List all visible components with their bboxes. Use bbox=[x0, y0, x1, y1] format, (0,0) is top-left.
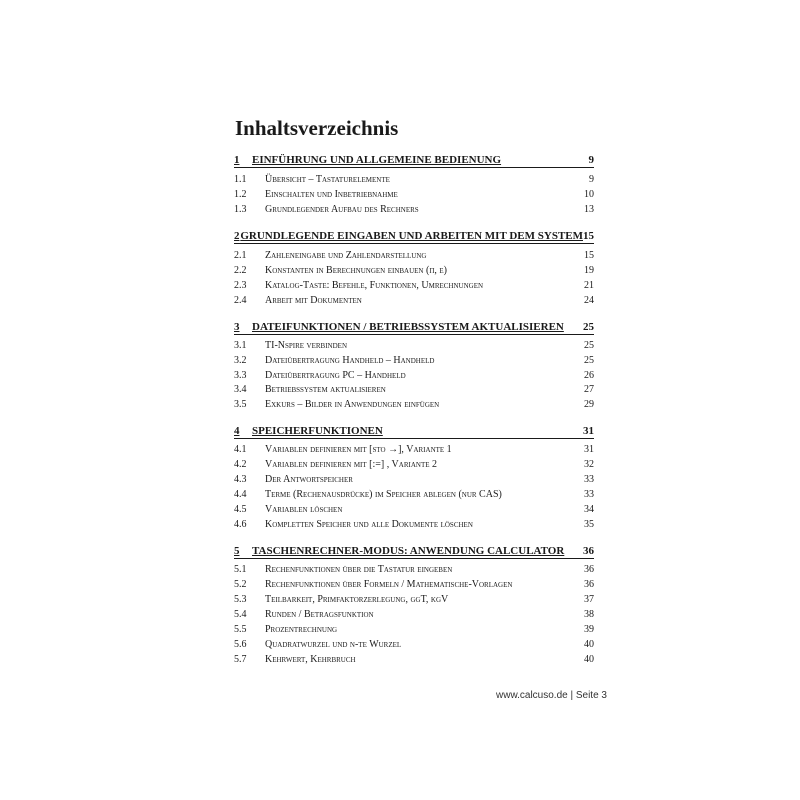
entry-number: 4.2 bbox=[234, 459, 247, 470]
entry-page: 29 bbox=[584, 399, 594, 410]
entry-title: Rechenfunktionen über die Tastatur eingeben bbox=[265, 564, 453, 575]
page-title: Inhaltsverzeichnis bbox=[235, 116, 399, 140]
entry-page: 27 bbox=[584, 384, 594, 395]
entry-title: Runden / Betragsfunktion bbox=[265, 609, 374, 620]
toc-entry-5-3[interactable] bbox=[234, 594, 594, 605]
entry-page: 13 bbox=[584, 204, 594, 215]
entry-title: Übersicht – Tastaturelemente bbox=[265, 174, 390, 185]
entry-number: 1.3 bbox=[234, 204, 247, 215]
entry-number: 3.5 bbox=[234, 399, 247, 410]
entry-page: 33 bbox=[584, 474, 594, 485]
toc-entry-4-4[interactable] bbox=[234, 489, 594, 500]
toc-entry-2-4[interactable] bbox=[234, 295, 594, 306]
toc-entry-4-5[interactable] bbox=[234, 504, 594, 515]
entry-page: 10 bbox=[584, 189, 594, 200]
entry-number: 5.6 bbox=[234, 639, 247, 650]
chapter-page: 36 bbox=[583, 545, 594, 557]
chapter-page: 31 bbox=[583, 425, 594, 437]
toc-entry-3-4[interactable] bbox=[234, 384, 594, 395]
toc-entry-3-2[interactable] bbox=[234, 355, 594, 366]
chapter-title: GRUNDLEGENDE EINGABEN UND ARBEITEN MIT DEM SYSTEM bbox=[240, 230, 583, 242]
toc-entry-5-6[interactable] bbox=[234, 639, 594, 650]
entry-number: 4.4 bbox=[234, 489, 247, 500]
entry-page: 34 bbox=[584, 504, 594, 515]
entry-page: 39 bbox=[584, 624, 594, 635]
entry-number: 1.1 bbox=[234, 174, 247, 185]
entry-page: 33 bbox=[584, 489, 594, 500]
toc-chapter-1[interactable] bbox=[234, 154, 594, 168]
entry-page: 25 bbox=[584, 340, 594, 351]
toc-entry-5-5[interactable] bbox=[234, 624, 594, 635]
entry-title: Dateiübertragung PC – Handheld bbox=[265, 370, 406, 381]
toc-entry-4-1[interactable] bbox=[234, 444, 594, 455]
chapter-number: 2 bbox=[234, 230, 240, 242]
toc-entry-3-5[interactable] bbox=[234, 399, 594, 410]
entry-page: 32 bbox=[584, 459, 594, 470]
entry-number: 3.4 bbox=[234, 384, 247, 395]
entry-title: Teilbarkeit, Primfaktorzerlegung, ggT, kgV bbox=[265, 594, 449, 605]
chapter-page: 15 bbox=[583, 230, 594, 242]
entry-title: Exkurs – Bilder in Anwendungen einfügen bbox=[265, 399, 440, 410]
entry-title: Arbeit mit Dokumenten bbox=[265, 295, 362, 306]
entry-number: 2.3 bbox=[234, 280, 247, 291]
chapter-title: SPEICHERFUNKTIONEN bbox=[252, 425, 383, 437]
chapter-title: DATEIFUNKTIONEN / BETRIEBSSYSTEM AKTUALISIEREN bbox=[252, 321, 564, 333]
entry-page: 38 bbox=[584, 609, 594, 620]
entry-page: 15 bbox=[584, 250, 594, 261]
entry-title: Terme (Rechenausdrücke) im Speicher ablegen (nur CAS) bbox=[265, 489, 502, 500]
entry-title: Dateiübertragung Handheld – Handheld bbox=[265, 355, 435, 366]
entry-page: 9 bbox=[589, 174, 594, 185]
entry-number: 1.2 bbox=[234, 189, 247, 200]
chapter-page: 9 bbox=[588, 154, 594, 166]
toc-entry-3-3[interactable] bbox=[234, 370, 594, 381]
entry-title: Kompletten Speicher und alle Dokumente löschen bbox=[265, 519, 473, 530]
entry-title: Prozentrechnung bbox=[265, 624, 338, 635]
toc-entry-5-1[interactable] bbox=[234, 564, 594, 575]
toc-chapter-4[interactable] bbox=[234, 425, 594, 439]
entry-page: 26 bbox=[584, 370, 594, 381]
entry-title: Der Antwortspeicher bbox=[265, 474, 353, 485]
entry-page: 21 bbox=[584, 280, 594, 291]
entry-number: 3.3 bbox=[234, 370, 247, 381]
entry-title: Kehrwert, Kehrbruch bbox=[265, 654, 356, 665]
entry-number: 5.2 bbox=[234, 579, 247, 590]
entry-page: 31 bbox=[584, 444, 594, 455]
entry-title: Quadratwurzel und n-te Wurzel bbox=[265, 639, 402, 650]
entry-number: 4.5 bbox=[234, 504, 247, 515]
toc-entry-1-2[interactable] bbox=[234, 189, 594, 200]
entry-title: TI-Nspire verbinden bbox=[265, 340, 347, 351]
toc-entry-5-4[interactable] bbox=[234, 609, 594, 620]
page-footer: www.calcuso.de | Seite 3 bbox=[496, 690, 607, 701]
toc-chapter-5[interactable] bbox=[234, 545, 594, 559]
chapter-number: 3 bbox=[234, 321, 240, 333]
entry-page: 36 bbox=[584, 564, 594, 575]
toc-entry-3-1[interactable] bbox=[234, 340, 594, 351]
toc-entry-1-3[interactable] bbox=[234, 204, 594, 215]
toc-entry-4-2[interactable] bbox=[234, 459, 594, 470]
chapter-number: 5 bbox=[234, 545, 240, 557]
entry-page: 19 bbox=[584, 265, 594, 276]
entry-title: Konstanten in Berechnungen einbauen (π, e) bbox=[265, 265, 447, 276]
chapter-number: 4 bbox=[234, 425, 240, 437]
chapter-title: TASCHENRECHNER-MODUS: ANWENDUNG CALCULATOR bbox=[252, 545, 565, 557]
toc-entry-2-2[interactable] bbox=[234, 265, 594, 276]
entry-page: 37 bbox=[584, 594, 594, 605]
entry-page: 40 bbox=[584, 654, 594, 665]
entry-page: 25 bbox=[584, 355, 594, 366]
entry-page: 36 bbox=[584, 579, 594, 590]
chapter-page: 25 bbox=[583, 321, 594, 333]
entry-number: 5.3 bbox=[234, 594, 247, 605]
entry-number: 5.4 bbox=[234, 609, 247, 620]
toc-entry-5-2[interactable] bbox=[234, 579, 594, 590]
entry-number: 5.5 bbox=[234, 624, 247, 635]
entry-number: 4.6 bbox=[234, 519, 247, 530]
toc-entry-5-7[interactable] bbox=[234, 654, 594, 665]
entry-title: Rechenfunktionen über Formeln / Mathematische-Vorlagen bbox=[265, 579, 513, 590]
entry-number: 4.3 bbox=[234, 474, 247, 485]
entry-number: 5.1 bbox=[234, 564, 247, 575]
toc-entry-2-1[interactable] bbox=[234, 250, 594, 261]
chapter-title: EINFÜHRUNG UND ALLGEMEINE BEDIENUNG bbox=[252, 154, 502, 166]
entry-title: Variablen definieren mit [sto →], Variante 1 bbox=[265, 444, 452, 455]
toc-entry-1-1[interactable] bbox=[234, 174, 594, 185]
toc-chapter-2[interactable] bbox=[234, 230, 594, 244]
entry-number: 2.4 bbox=[234, 295, 247, 306]
entry-title: Variablen definieren mit [:=] , Variante 2 bbox=[265, 459, 437, 470]
entry-title: Katalog-Taste: Befehle, Funktionen, Umrechnungen bbox=[265, 280, 484, 291]
entry-title: Einschalten und Inbetriebnahme bbox=[265, 189, 398, 200]
chapter-number: 1 bbox=[234, 154, 240, 166]
entry-page: 24 bbox=[584, 295, 594, 306]
toc-entry-4-6[interactable] bbox=[234, 519, 594, 530]
entry-title: Variablen löschen bbox=[265, 504, 343, 515]
entry-title: Betriebssystem aktualisieren bbox=[265, 384, 386, 395]
entry-title: Zahleneingabe und Zahlendarstellung bbox=[265, 250, 427, 261]
entry-number: 4.1 bbox=[234, 444, 247, 455]
entry-number: 3.1 bbox=[234, 340, 247, 351]
entry-page: 35 bbox=[584, 519, 594, 530]
toc-chapter-3[interactable] bbox=[234, 321, 594, 335]
entry-number: 5.7 bbox=[234, 654, 247, 665]
entry-number: 2.2 bbox=[234, 265, 247, 276]
toc-entry-4-3[interactable] bbox=[234, 474, 594, 485]
entry-number: 3.2 bbox=[234, 355, 247, 366]
entry-page: 40 bbox=[584, 639, 594, 650]
entry-title: Grundlegender Aufbau des Rechners bbox=[265, 204, 419, 215]
toc-entry-2-3[interactable] bbox=[234, 280, 594, 291]
entry-number: 2.1 bbox=[234, 250, 247, 261]
